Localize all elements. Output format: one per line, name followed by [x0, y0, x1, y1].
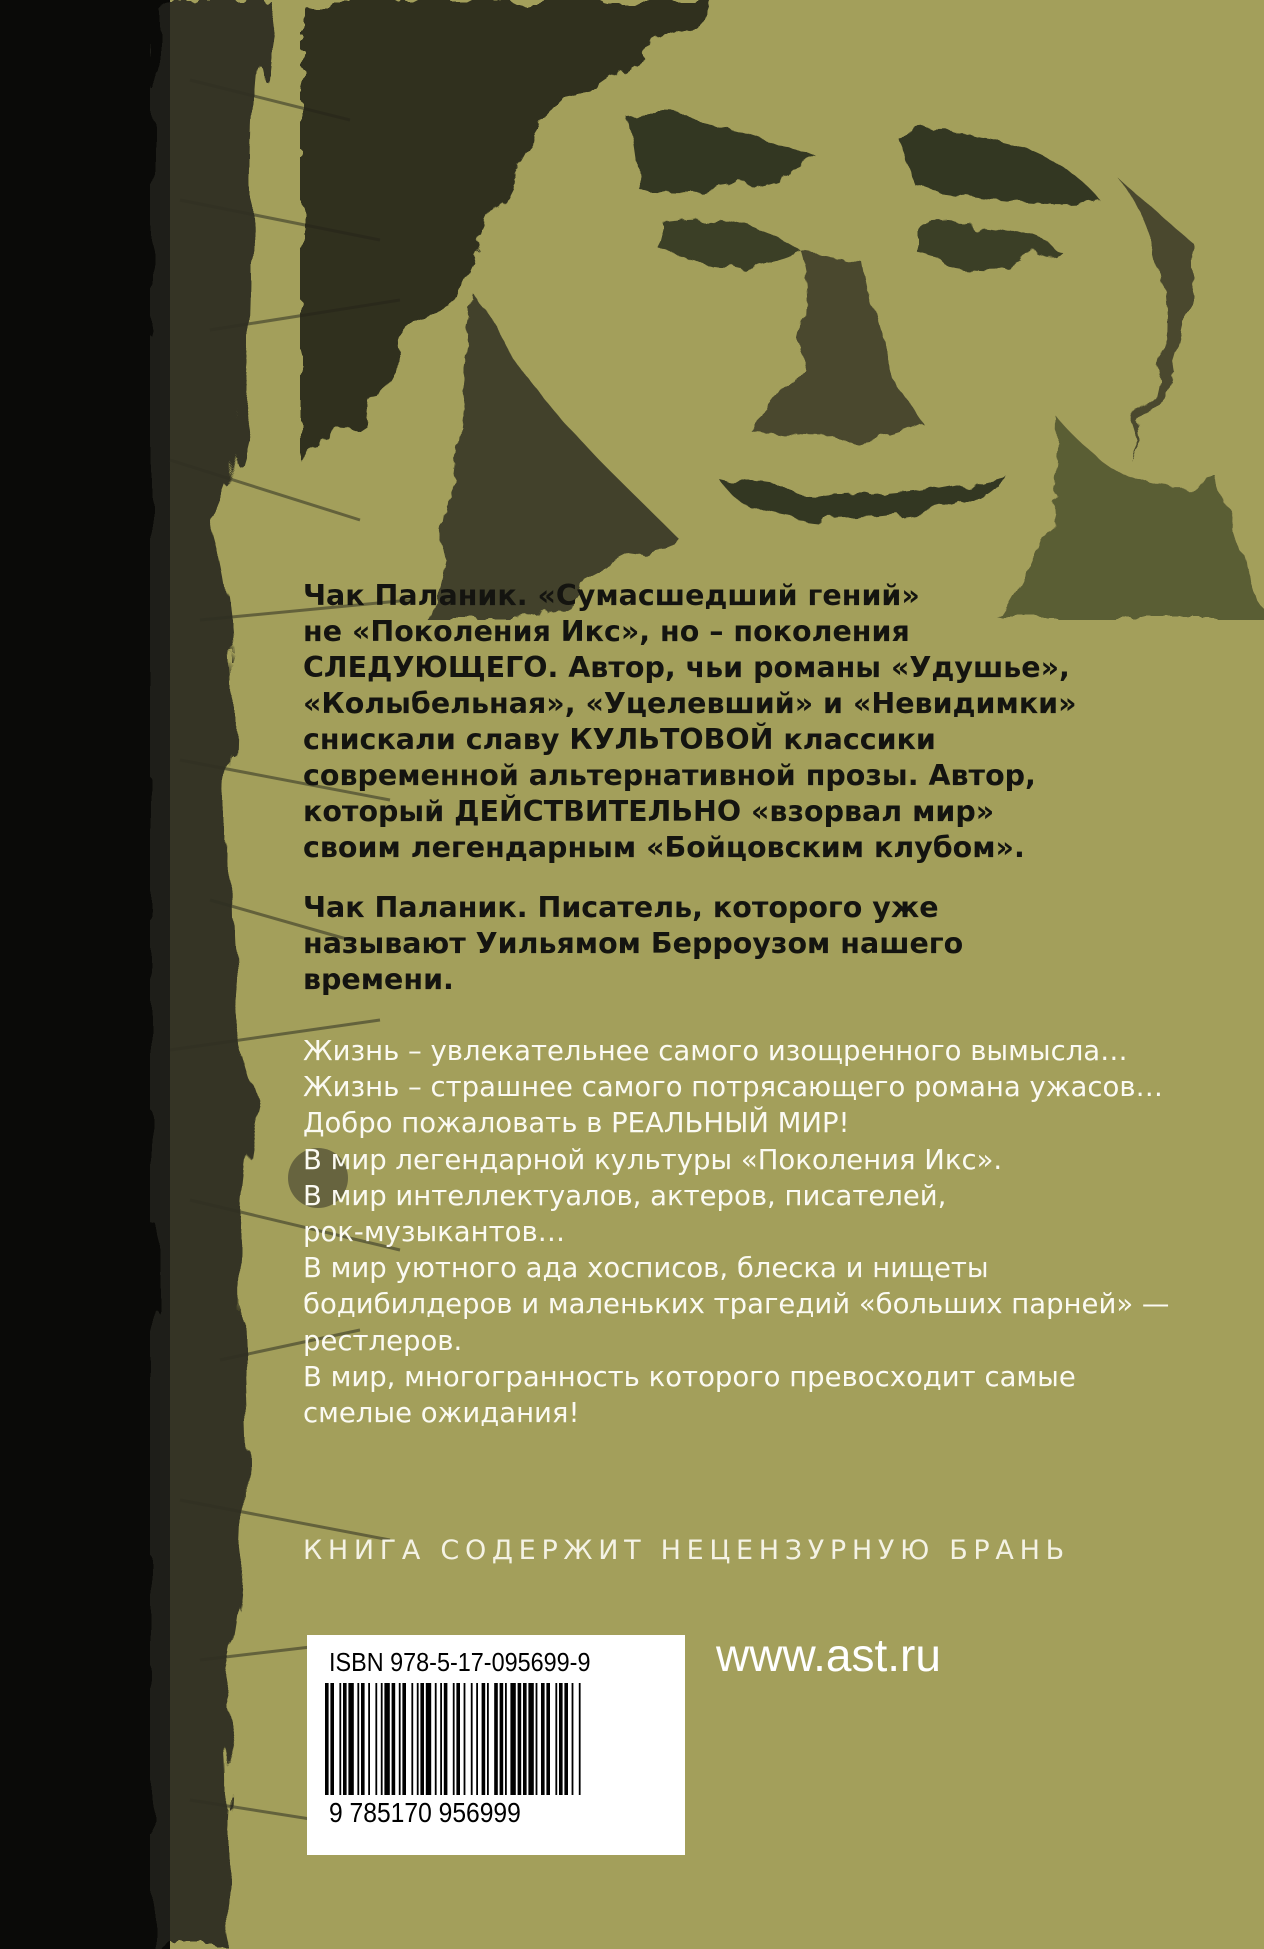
barcode-bar [541, 1683, 545, 1795]
barcode-bar [546, 1683, 550, 1795]
author-comparison [303, 890, 1203, 998]
barcode-bar [325, 1683, 329, 1795]
annotation-line: рок-музыкантов… [303, 1216, 566, 1249]
barcode-bar [555, 1683, 557, 1795]
barcode-bar [444, 1683, 448, 1795]
barcode-bar [579, 1683, 581, 1795]
barcode-bar [330, 1683, 334, 1795]
barcode-bar [384, 1683, 389, 1795]
barcode-bar [523, 1683, 527, 1795]
blurb-line: современной альтернативной прозы. Автор, [303, 759, 1036, 792]
barcode-bar [500, 1683, 504, 1795]
barcode-bar [572, 1683, 574, 1795]
annotation-line: бодибилдеров и маленьких трагедий «больших парней» — [303, 1288, 1170, 1321]
barcode-bar [564, 1683, 568, 1795]
blurb-line: называют Уильямом Берроузом нашего [303, 927, 964, 960]
barcode-bar [375, 1683, 377, 1795]
barcode-bar [417, 1683, 419, 1795]
barcode-bar [361, 1683, 365, 1795]
barcode-bar [476, 1683, 478, 1795]
barcode-bar [464, 1683, 466, 1795]
annotation-line: В мир легендарной культуры «Поколения Икс». [303, 1143, 1003, 1176]
annotation-line: В мир уютного ада хосписов, блеска и нищеты [303, 1252, 989, 1285]
author-description [303, 578, 1203, 866]
barcode-bar [559, 1683, 563, 1795]
barcode-bar [456, 1683, 460, 1795]
barcode-bar [440, 1683, 442, 1795]
blurb-line: своим легендарным «Бойцовским клубом». [303, 831, 1025, 864]
barcode-bar [510, 1683, 515, 1795]
ean-digits: 9 785170 956999 [329, 1797, 521, 1828]
blurb-line: Чак Паланик. Писатель, которого уже [303, 891, 939, 924]
barcode-bar [426, 1683, 431, 1795]
annotation-line: Добро пожаловать в РЕАЛЬНЫЙ МИР! [303, 1107, 850, 1140]
barcode-bar [381, 1683, 383, 1795]
barcode-label [307, 1635, 685, 1855]
barcode-bar [528, 1683, 533, 1795]
barcode-bar [420, 1683, 424, 1795]
barcode-bar [343, 1683, 347, 1795]
barcode-bar [435, 1683, 437, 1795]
blurb-line: времени. [303, 963, 454, 996]
barcode-bar [471, 1683, 473, 1795]
author-portrait [300, 0, 1264, 620]
barcode-bar [453, 1683, 455, 1795]
barcode-bar [518, 1683, 522, 1795]
annotation-line: В мир интеллектуалов, актеров, писателей, [303, 1179, 947, 1212]
barcode-bar [402, 1683, 406, 1795]
blurb-line: «Колыбельная», «Уцелевший» и «Невидимки» [303, 687, 1077, 720]
barcode-bar [339, 1683, 341, 1795]
barcode-bar [482, 1683, 486, 1795]
annotation-line: рестлеров. [303, 1324, 463, 1357]
isbn-number: ISBN 978-5-17-095699-9 [329, 1647, 591, 1677]
publisher-website[interactable]: www.ast.ru [716, 1629, 941, 1681]
annotation-line: смелые ожидания! [303, 1397, 580, 1430]
barcode-bar [505, 1683, 507, 1795]
barcode-bar [494, 1683, 498, 1795]
book-annotation [303, 1033, 1203, 1431]
annotation-line: Жизнь – увлекательнее самого изощренного вымысла… [303, 1035, 1128, 1067]
content-warning: КНИГА СОДЕРЖИТ НЕЦЕНЗУРНУЮ БРАНЬ [303, 1535, 1070, 1566]
blurb-line: который ДЕЙСТВИТЕЛЬНО «взорвал мир» [303, 795, 995, 828]
barcode-bar [357, 1683, 359, 1795]
barcode-bar [487, 1683, 489, 1795]
blurb-line: не «Поколения Икс», но – поколения [303, 615, 910, 648]
annotation-line: В мир, многогранность которого превосходит самые [303, 1360, 1076, 1393]
blurb-line: снискали славу КУЛЬТОВОЙ классики [303, 723, 936, 756]
barcode-bar [392, 1683, 396, 1795]
barcode-bar [348, 1683, 353, 1795]
barcode-bar [399, 1683, 401, 1795]
barcode-bar [411, 1683, 413, 1795]
barcode-bars [323, 1683, 669, 1795]
blurb-line: СЛЕДУЮЩЕГО. Автор, чьи романы «Удушье», [303, 651, 1070, 684]
blurb-line: Чак Паланик. «Сумасшедший гений» [303, 579, 920, 612]
book-spine [0, 0, 170, 1949]
barcode-bar [536, 1683, 538, 1795]
annotation-line: Жизнь – страшнее самого потрясающего романа ужасов… [303, 1071, 1164, 1104]
barcode-bar [368, 1683, 370, 1795]
